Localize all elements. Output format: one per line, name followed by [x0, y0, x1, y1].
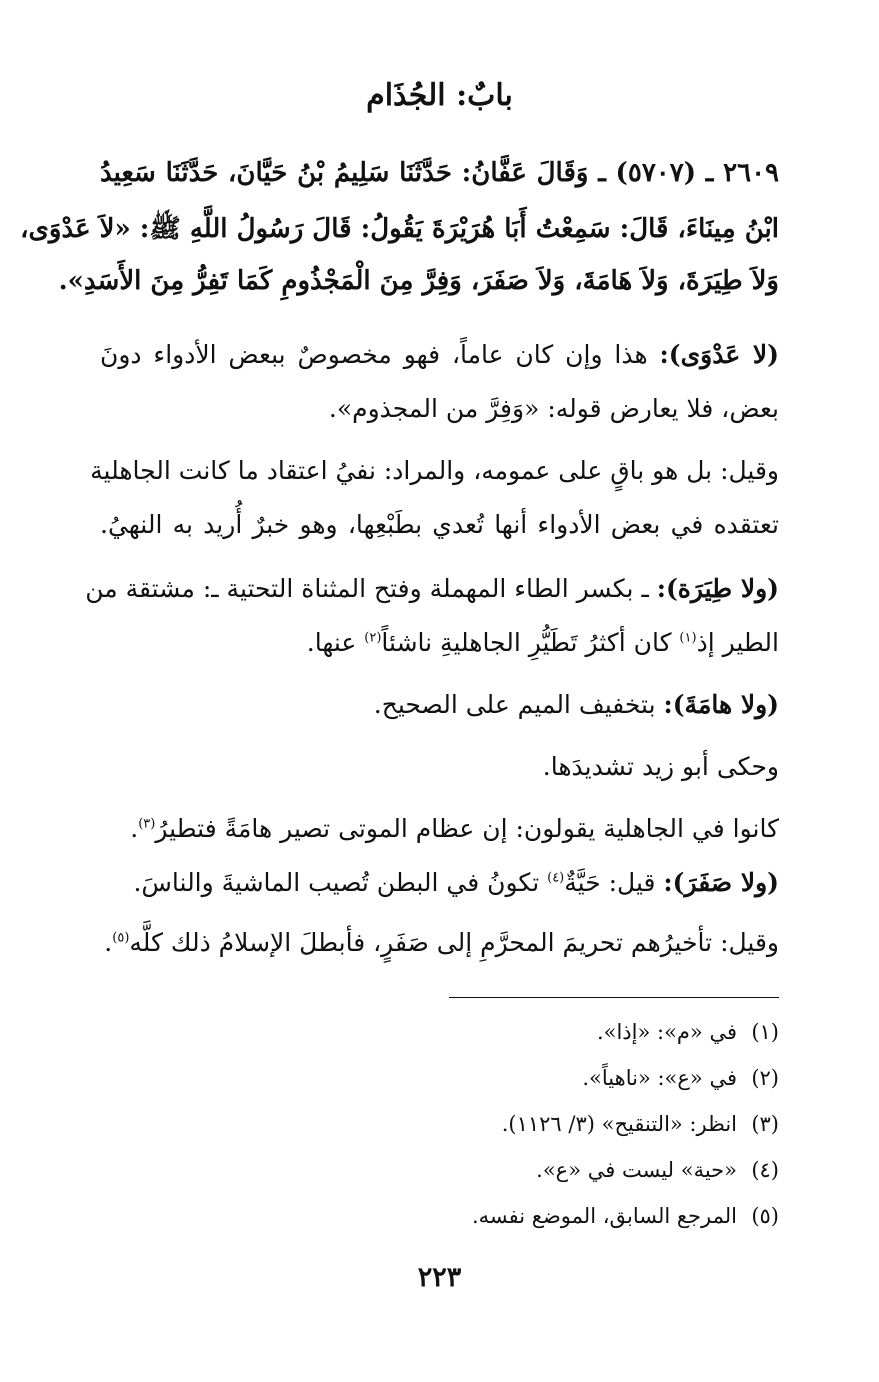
commentary-text: كان أكثرُ تَطَيُّرِ الجاهليةِ ناشئاً	[381, 628, 680, 657]
commentary-p2-line-1: وقيل: بل هو باقٍ على عمومه، والمراد: نفيُ اعتقاد ما كانت الجاهلية	[90, 456, 779, 485]
commentary-p7	[133, 868, 779, 897]
commentary-text: .	[130, 814, 139, 843]
footnote-number: (١)	[751, 1020, 779, 1044]
footnote-text: في «م»: «إذا».	[596, 1020, 737, 1044]
footnote-ref-2: (٢)	[364, 630, 382, 646]
footnote-5	[472, 1204, 779, 1228]
footnote-ref-1: (١)	[679, 630, 697, 646]
footnote-text: انظر: «التنقيح» (٣/ ١١٢٦).	[501, 1112, 737, 1136]
commentary-text: هذا وإن كان عاماً، فهو مخصوصٌ ببعض الأدواء دونَ	[100, 340, 660, 369]
footnote-1	[597, 1020, 779, 1044]
footnote-text: في «ع»: «ناهياً».	[582, 1066, 737, 1090]
chapter-title: بابٌ: الجُذَام	[366, 78, 513, 113]
term-la-hama: (ولا هامَةَ):	[663, 690, 779, 719]
page-number: ٢٢٣	[417, 1262, 462, 1293]
commentary-p2-line-2: تعتقده في بعض الأدواء أنها تُعدي بطَبْعِها، وهو خبرٌ أُريد به النهيُ.	[100, 510, 779, 539]
commentary-text: .	[104, 928, 113, 957]
footnote-text: المرجع السابق، الموضع نفسه.	[471, 1204, 737, 1228]
commentary-text: وقيل: تأخيرُهم تحريمَ المحرَّمِ إلى صَفَرٍ، فأبطلَ الإسلامُ ذلك كلَّه	[129, 928, 779, 957]
commentary-text: قيل: حَيَّةٌ	[564, 868, 664, 897]
term-la-safar: (ولا صَفَرَ):	[663, 868, 779, 897]
term-la-tiyara: (ولا طِيَرَة):	[656, 574, 779, 603]
hadith-line-3: وَلاَ طِيَرَةَ، وَلاَ هَامَةَ، وَلاَ صَفَرَ، وَفِرَّ مِنَ الْمَجْذُومِ كَمَا تَفِرُّ مِنَ الأَسَدِ».	[58, 266, 779, 296]
footnote-number: (٢)	[751, 1066, 779, 1090]
commentary-text: عنها.	[306, 628, 365, 657]
commentary-text: ـ بكسر الطاء المهملة وفتح المثناة التحتية ـ: مشتقة من	[85, 574, 657, 603]
term-la-adwa: (لا عَدْوَى):	[659, 340, 779, 369]
commentary-p4	[374, 690, 779, 719]
commentary-p1-line-2: بعض، فلا يعارض قوله: «وَفِرَّ من المجذوم».	[328, 394, 779, 423]
commentary-p1-line-1	[100, 340, 779, 369]
footnote-4	[536, 1158, 779, 1182]
commentary-p5: وحكى أبو زيد تشديدَها.	[542, 752, 779, 781]
commentary-p3-line-1	[85, 574, 779, 603]
footnote-divider	[449, 997, 779, 998]
hadith-line-2: ابْنُ مِينَاءَ، قَالَ: سَمِعْتُ أَبَا هُرَيْرَةَ يَقُولُ: قَالَ رَسُولُ اللَّهِ ﷺ: «لاَ عَدْوَى،	[20, 214, 779, 244]
footnote-ref-5: (٥)	[112, 930, 130, 946]
commentary-p8	[104, 928, 779, 957]
footnote-text: «حية» ليست في «ع».	[536, 1158, 737, 1182]
hadith-line-1: ٢٦٠٩ ـ (٥٧٠٧) ـ وَقَالَ عَفَّانُ: حَدَّثَنَا سَلِيمُ بْنُ حَيَّانَ، حَدَّثَنَا سَعِيدُ	[100, 158, 780, 188]
commentary-text: الطير إذ	[696, 628, 779, 657]
footnote-2	[582, 1066, 779, 1090]
footnote-3	[502, 1112, 779, 1136]
footnote-number: (٤)	[751, 1158, 779, 1182]
footnote-number: (٥)	[751, 1204, 779, 1228]
commentary-text: بتخفيف الميم على الصحيح.	[373, 690, 664, 719]
commentary-p3-line-2	[307, 628, 779, 657]
footnote-ref-4: (٤)	[547, 870, 565, 886]
commentary-text: كانوا في الجاهلية يقولون: إن عظام الموتى تصير هامَةً فتطيرُ	[155, 814, 779, 843]
commentary-p6	[130, 814, 779, 843]
footnote-ref-3: (٣)	[138, 816, 156, 832]
footnote-number: (٣)	[751, 1112, 779, 1136]
commentary-text: تكونُ في البطن تُصيب الماشيةَ والناسَ.	[133, 868, 548, 897]
